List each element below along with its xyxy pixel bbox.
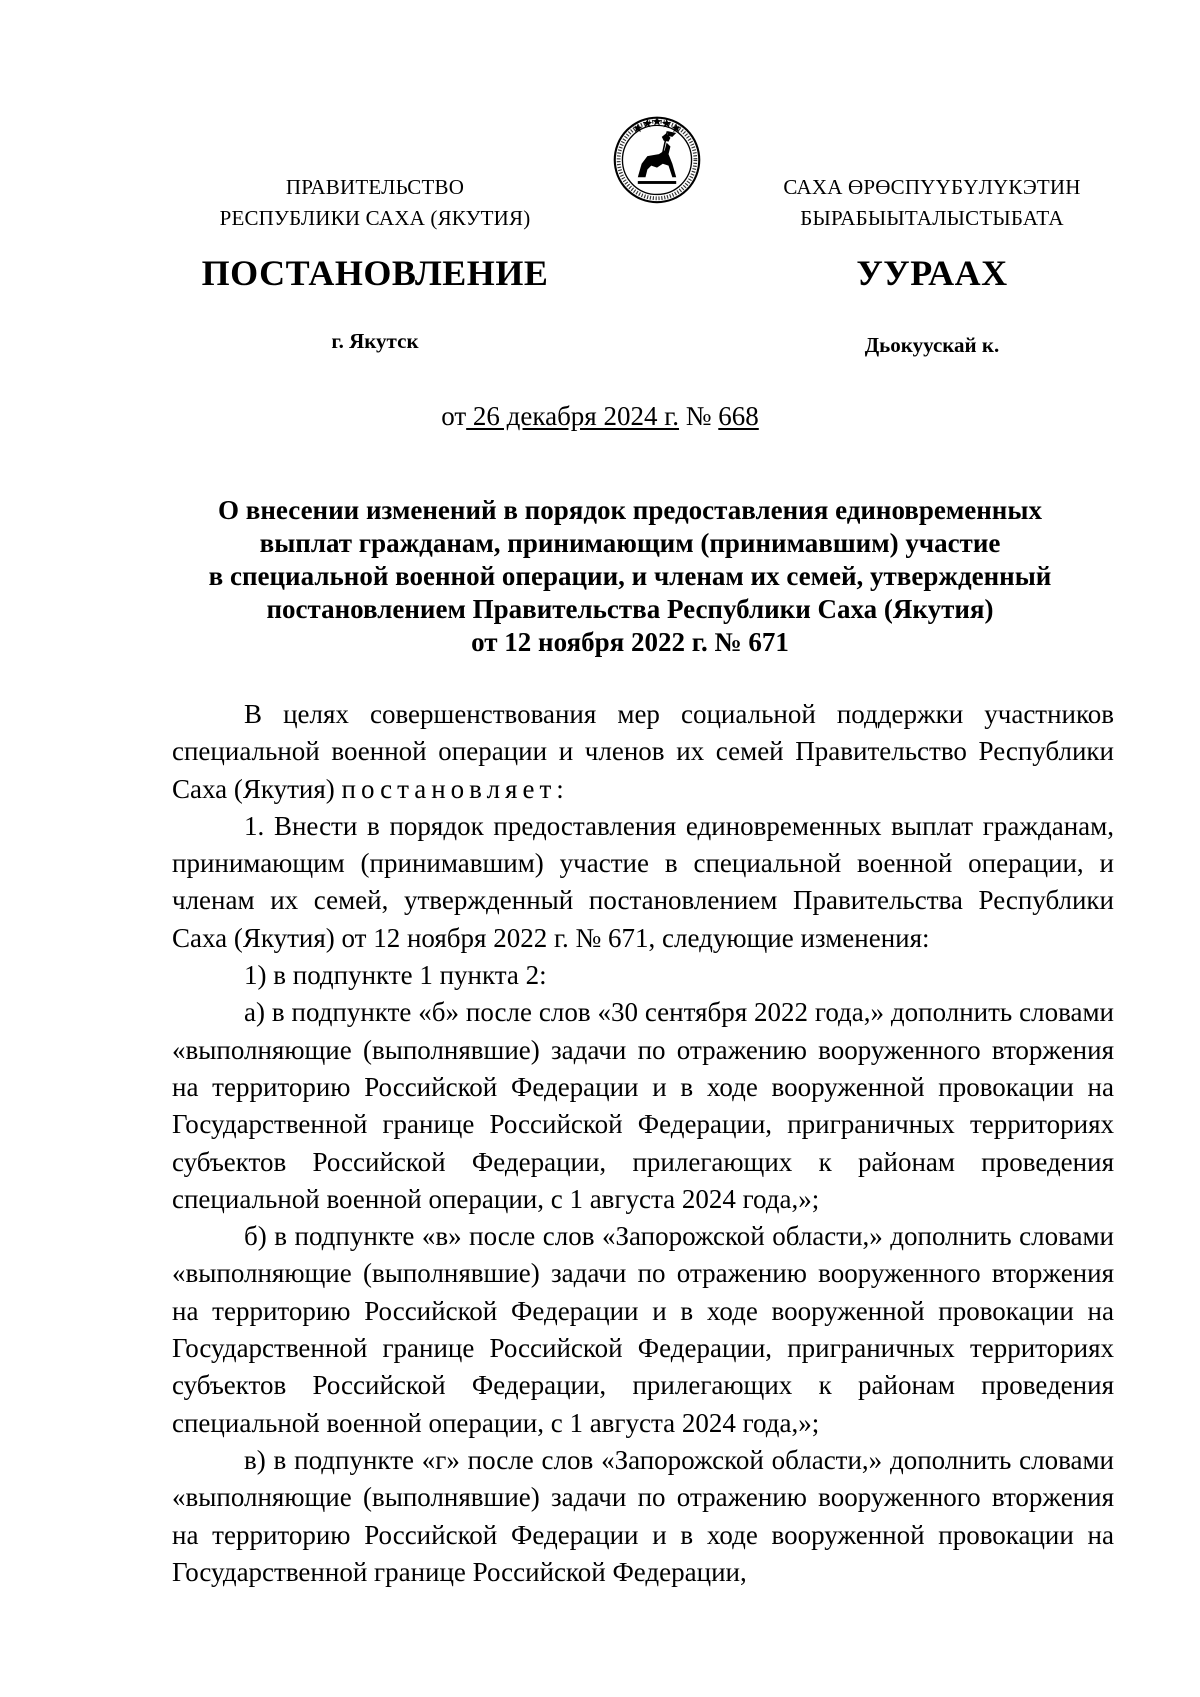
title-line: О внесении изменений в порядок предоставления единовременных <box>218 495 1042 525</box>
document-title <box>160 494 1100 659</box>
preamble-text: В целях совершенствования мер социальной поддержки участников специальной военной операции и членов их семей Правительство Республики Саха (Якутия) <box>172 699 1114 804</box>
document-date: 26 декабря 2024 г. <box>466 401 680 431</box>
government-name-sakha-line2: БЫРАБЫЫТАЛЫСТЫБАТА <box>800 206 1064 230</box>
resolves-word: постановляет: <box>341 773 569 804</box>
preamble-paragraph <box>172 696 1114 808</box>
city-sakha: Дьокуускай к. <box>864 333 1000 357</box>
document-type-sakha: УУРААХ <box>856 253 1008 293</box>
government-name-line2: РЕСПУБЛИКИ САХА (ЯКУТИЯ) <box>219 206 531 230</box>
subitem-1-paragraph: 1) в подпункте 1 пункта 2: <box>244 960 547 991</box>
sakha-coat-of-arms-icon <box>609 110 705 206</box>
title-line: от 12 ноября 2022 г. № 671 <box>471 627 789 657</box>
subitem-v-paragraph: в) в подпункте «г» после слов «Запорожской области,» дополнить словами «выполняющие (выполнявшие) задачи по отражению вооруженного вторжения на территорию Российской Федерации и в ходе вооруженной провокации на Государственной границе Российской Федерации, <box>172 1444 1114 1587</box>
subitem-a-paragraph: а) в подпункте «б» после слов «30 сентября 2022 года,» дополнить словами «выполняющие (выполнявшие) задачи по отражению вооруженного вторжения на территорию Российской Федерации и в ходе вооруженной провокации на Государственной границе Российской Федерации, приграничных территориях субъектов Российской Федерации, прилегающих к районам проведения специальной военной операции, с 1 августа 2024 года,»; <box>172 997 1114 1214</box>
document-number: 668 <box>718 401 759 431</box>
item-1-paragraph: 1. Внести в порядок предоставления единовременных выплат гражданам, принимающим (принимавшим) участие в специальной военной операции, и членам их семей, утвержденный постановлением Правительства Республики Саха (Якутия) от 12 ноября 2022 г. № 671, следующие изменения: <box>172 810 1114 953</box>
document-body <box>172 696 1114 1591</box>
title-line: постановлением Правительства Республики Саха (Якутия) <box>266 594 994 624</box>
government-name-sakha <box>742 172 1122 234</box>
subitem-b-paragraph: б) в подпункте «в» после слов «Запорожской области,» дополнить словами «выполняющие (выполнявшие) задачи по отражению вооруженного вторжения на территорию Российской Федерации и в ходе вооруженной провокации на Государственной границе Российской Федерации, приграничных территориях субъектов Российской Федерации, прилегающих к районам проведения специальной военной операции, с 1 августа 2024 года,»; <box>172 1221 1114 1438</box>
government-name-sakha-line1: САХА ӨРӨСПҮҮБҮЛҮКЭТИН <box>783 175 1081 199</box>
date-prefix: от <box>441 401 467 431</box>
government-name-line1: ПРАВИТЕЛЬСТВО <box>285 175 465 199</box>
title-line: в специальной военной операции, и членам их семей, утвержденный <box>208 561 1052 591</box>
number-sign: № <box>679 401 719 431</box>
document-type-russian: ПОСТАНОВЛЕНИЕ <box>201 253 549 293</box>
title-line: выплат гражданам, принимающим (принимавшим) участие <box>259 528 1001 558</box>
city-russian: г. Якутск <box>331 329 419 353</box>
document-date-line <box>0 401 1200 432</box>
government-name-russian <box>150 172 600 234</box>
